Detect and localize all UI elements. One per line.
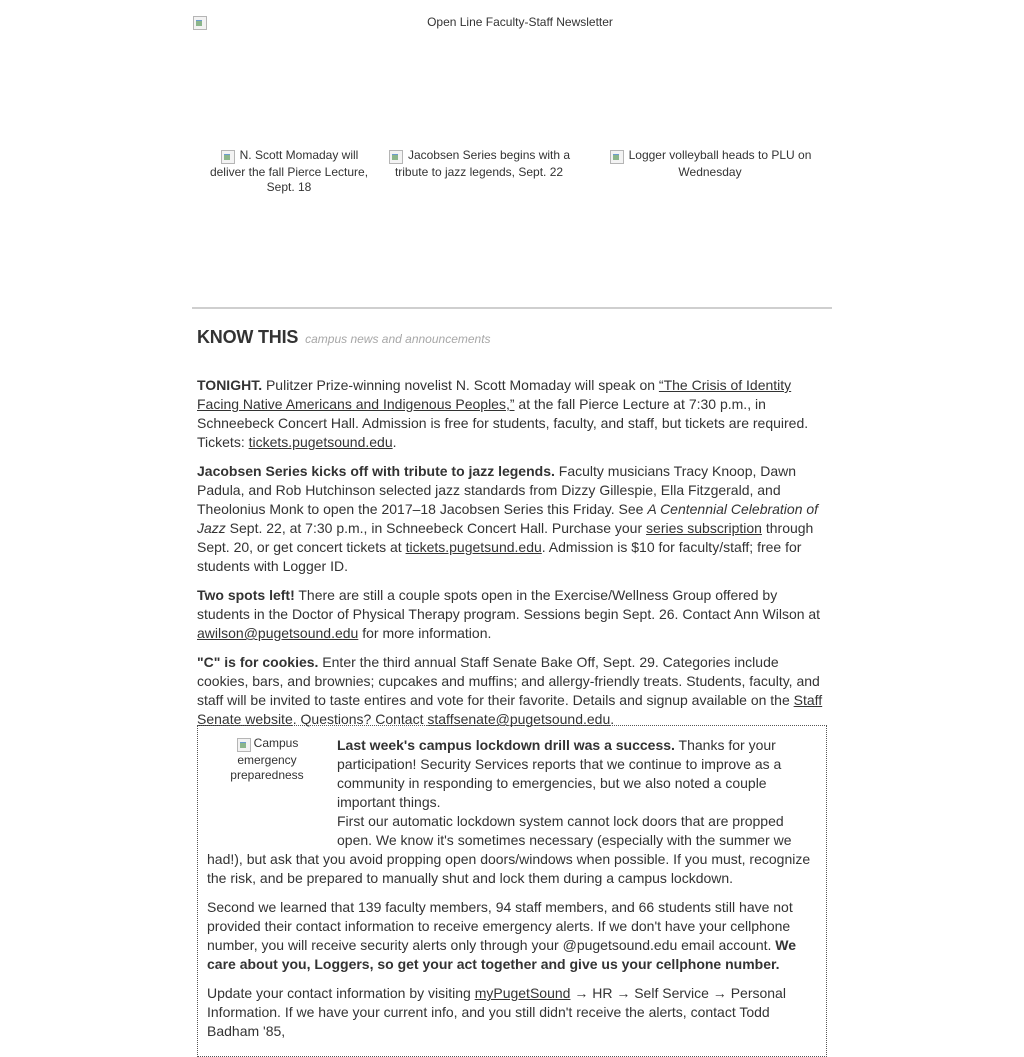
emergency-preparedness-image <box>207 736 327 836</box>
box-text: Thanks for your participation! Security Services reports that we continue to improve as a community in responding to emergencies, but we also noted a couple important things. <box>337 737 782 810</box>
announcement-text: . <box>610 711 615 727</box>
image-alt-text: Campus emergency preparedness <box>230 736 304 782</box>
box-emphasis: We care about you, Loggers, so get your act together and give us your cellphone number. <box>207 937 797 972</box>
feature-alt-text: Jacobsen Series begins with a tribute to jazz legends, Sept. 22 <box>394 148 571 179</box>
box-text: → HR → Self Service → Personal Information. If we have your current info, and you still didn't receive the alerts, contact Todd Badham '85, <box>207 985 786 1039</box>
announcement-text: at the fall Pierce Lecture at 7:30 p.m., in Schneebeck Concert Hall. Admission is free for students, faculty, and staff, but tickets are required. Tickets: <box>197 396 809 450</box>
email-link-staffsenate[interactable]: staffsenate@pugetsound.edu <box>427 711 611 727</box>
feature-image-pierce-lecture[interactable] <box>207 148 371 195</box>
announcement-text: There are still a couple spots open in the Exercise/Wellness Group offered by students in the Doctor of Physical Therapy program. Sessions begin Sept. 26. Contact Ann Wilson at <box>197 587 821 622</box>
section-divider <box>192 307 832 309</box>
lecture-title-link[interactable]: “The Crisis of Identity Facing Native Americans and Indigenous Peoples,” <box>197 377 792 412</box>
announcement-lead: Jacobsen Series kicks off with tribute to jazz legends. <box>197 463 555 479</box>
tickets-link[interactable]: tickets.pugetsund.edu <box>405 539 542 555</box>
tickets-link[interactable]: tickets.pugetsound.edu <box>248 434 393 450</box>
announcement-text: for more information. <box>358 625 492 641</box>
section-title: KNOW THIS <box>197 327 299 347</box>
masthead-image <box>192 15 832 35</box>
box-paragraph-contact-info <box>207 898 817 974</box>
announcement-text: Sept. 22, at 7:30 p.m., in Schneebeck Concert Hall. Purchase your <box>225 520 647 536</box>
section-header <box>197 327 491 348</box>
feature-alt-text: N. Scott Momaday will deliver the fall Pierce Lecture, Sept. 18 <box>209 148 369 194</box>
announcement-text: Enter the third annual Staff Senate Bake Off, Sept. 29. Categories include cookies, bars, and brownies; cupcakes and muffins; and allergy-friendly treats. Students, faculty, and staff will be invited to taste entires and vote for their favorite. Details and signup available on the <box>197 654 820 708</box>
box-paragraph-update-info <box>207 984 817 1041</box>
broken-image-icon <box>236 737 252 753</box>
announcement-bake-off <box>197 653 827 729</box>
announcement-text: Faculty musicians Tracy Knoop, Dawn Padula, and Rob Hutchinson selected jazz standards from Dizzy Gillespie, Ella Fitzgerald, and Theolonius Monk to open the 2017–18 Jacobsen Series this Friday. See <box>197 463 797 517</box>
feature-image-volleyball[interactable] <box>601 148 819 180</box>
section-subtitle: campus news and announcements <box>305 332 491 346</box>
announcement-list <box>197 376 827 739</box>
announcement-jacobsen-series <box>197 462 827 576</box>
announcement-text: Pulitzer Prize-winning novelist N. Scott Momaday will speak on <box>262 377 659 393</box>
announcement-lead: Two spots left! <box>197 587 295 603</box>
broken-image-icon <box>388 149 404 165</box>
box-lead: Last week's campus lockdown drill was a success. <box>337 737 675 753</box>
announcement-text: . Questions? Contact <box>292 711 428 727</box>
staff-senate-website-link[interactable]: Staff Senate website <box>197 692 823 727</box>
box-text: Second we learned that 139 faculty members, 94 staff members, and 66 students still have not provided their contact information to receive emergency alerts. If we don't have your cellphone number, you will receive security alerts only through your @pugetsound.edu email account. <box>207 899 793 953</box>
announcement-wellness-group <box>197 586 827 643</box>
concert-title: A Centennial Celebration of Jazz <box>197 501 819 536</box>
box-text: Update your contact information by visiting <box>207 985 475 1001</box>
broken-image-icon <box>192 15 208 31</box>
emergency-preparedness-box <box>197 725 827 1057</box>
broken-image-icon <box>609 149 625 165</box>
series-subscription-link[interactable]: series subscription <box>646 520 762 536</box>
email-link-awilson[interactable]: awilson@pugetsound.edu <box>197 625 359 641</box>
masthead-alt-text: Open Line Faculty-Staff Newsletter <box>427 15 613 29</box>
mypugetsound-link[interactable]: myPugetSound <box>474 985 571 1001</box>
feature-image-jacobsen-series[interactable] <box>377 148 581 180</box>
announcement-text: . <box>392 434 397 450</box>
announcement-lead: TONIGHT. <box>197 377 263 393</box>
announcement-lead: "C" is for cookies. <box>197 654 319 670</box>
announcement-pierce-lecture <box>197 376 827 452</box>
broken-image-icon <box>220 149 236 165</box>
feature-alt-text: Logger volleyball heads to PLU on Wednesday <box>628 148 812 179</box>
box-text: First our automatic lockdown system cannot lock doors that are propped open. We know it's sometimes necessary (especially with the summer we had!), but ask that you avoid propping open doors/windows when possible. If you must, recognize the risk, and be prepared to manually shut and lock them during a campus lockdown. <box>207 813 811 886</box>
announcement-text: through Sept. 20, or get concert tickets at <box>197 520 814 555</box>
announcement-text: . Admission is $10 for faculty/staff; free for students with Logger ID. <box>197 539 802 574</box>
